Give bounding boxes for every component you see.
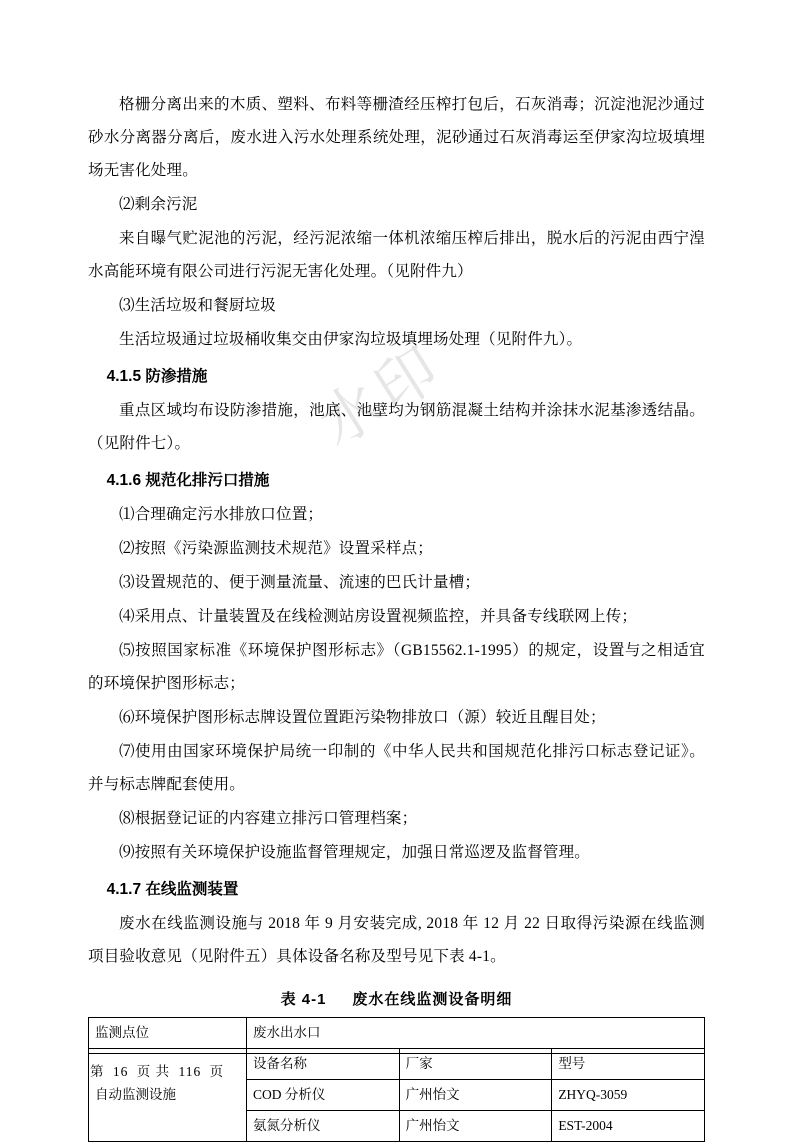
paragraph: ⑶生活垃圾和餐厨垃圾 [119, 297, 277, 314]
device-model: ZHYQ-3059 [552, 1080, 705, 1111]
measure-item: ⑴合理确定污水排放口位置； [119, 506, 324, 523]
table-row [89, 1018, 705, 1049]
online-monitoring-equipment-table [88, 1017, 705, 1142]
footer-middle: 页 共 [136, 1064, 171, 1079]
table-caption-number: 表 4-1 [280, 991, 327, 1008]
auto-monitoring-facility-label: 自动监测设施 [89, 1049, 247, 1142]
watermark-text: 水印 [307, 332, 455, 459]
paragraph: 废水在线监测设施与 2018 年 9 月安装完成, 2018 年 12 月 22 日取得污染源在线监测项目验收意见（见附件五）具体设备名称及型号见下表 4-1。 [88, 915, 705, 965]
measure-item: ⑺使用由国家环境保护局统一印制的《中华人民共和国规范化排污口标志登记证》。并与标志牌配套使用。 [88, 743, 705, 793]
footer-total-pages: 116 [178, 1064, 202, 1079]
paragraph: 生活垃圾通过垃圾桶收集交由伊家沟垃圾填埋场处理（见附件九）。 [119, 331, 583, 348]
measure-item: ⑵按照《污染源监测技术规范》设置采样点； [119, 540, 434, 557]
footer-prefix: 第 [90, 1064, 105, 1079]
paragraph: 格栅分离出来的木质、塑料、布料等栅渣经压榨打包后，石灰消毒；沉淀池泥沙通过砂水分离器分离后，废水进入污水处理系统处理，泥砂通过石灰消毒运至伊家沟垃圾填埋场无害化处理。 [88, 96, 705, 179]
section-heading-4-1-7: 4.1.7 在线监测装置 [106, 881, 239, 898]
paragraph: ⑵剩余污泥 [119, 196, 198, 213]
paragraph: 重点区域均布设防渗措施，池底、池壁均为钢筋混凝土结构并涂抹水泥基渗透结晶。（见附件七）。 [88, 402, 705, 452]
device-name: COD 分析仪 [247, 1080, 400, 1111]
device-manufacturer: 广州怡文 [399, 1111, 552, 1142]
measure-item: ⑷采用点、计量装置及在线检测站房设置视频监控，并具备专线联网上传； [119, 608, 638, 625]
measure-item: ⑻根据登记证的内容建立排污口管理档案； [119, 810, 418, 827]
column-header-device-name: 设备名称 [247, 1049, 400, 1080]
measure-item: ⑼按照有关环境保护设施监督管理规定，加强日常巡逻及监督管理。 [119, 844, 591, 861]
column-header-manufacturer: 厂家 [399, 1049, 552, 1080]
measure-item: ⑸按照国家标准《环境保护图形标志》（GB15562.1-1995）的规定，设置与之相适宜的环境保护图形标志； [88, 642, 705, 692]
section-heading-4-1-6: 4.1.6 规范化排污口措施 [106, 472, 270, 489]
device-manufacturer: 广州怡文 [399, 1080, 552, 1111]
paragraph: 来自曝气贮泥池的污泥，经污泥浓缩一体机浓缩压榨后排出，脱水后的污泥由西宁湟水高能环境有限公司进行污泥无害化处理。（见附件九） [88, 230, 705, 280]
measure-item: ⑹环境保护图形标志牌设置位置距污染物排放口（源）较近且醒目处； [119, 709, 606, 726]
table-caption [88, 987, 705, 1013]
footer-suffix: 页 [209, 1064, 225, 1079]
measure-item: ⑶设置规范的、便于测量流量、流速的巴氏计量槽； [119, 574, 481, 591]
section-heading-4-1-5: 4.1.5 防渗措施 [106, 368, 208, 385]
table-row [89, 1049, 705, 1080]
footer-current-page: 16 [112, 1064, 129, 1079]
page-content [88, 88, 705, 1142]
monitoring-point-value: 废水出水口 [247, 1018, 705, 1049]
monitoring-point-label: 监测点位 [89, 1018, 247, 1049]
device-model: EST-2004 [552, 1111, 705, 1142]
table-caption-title: 废水在线监测设备明细 [352, 991, 513, 1008]
column-header-model: 型号 [552, 1049, 705, 1080]
device-name: 氨氮分析仪 [247, 1111, 400, 1142]
